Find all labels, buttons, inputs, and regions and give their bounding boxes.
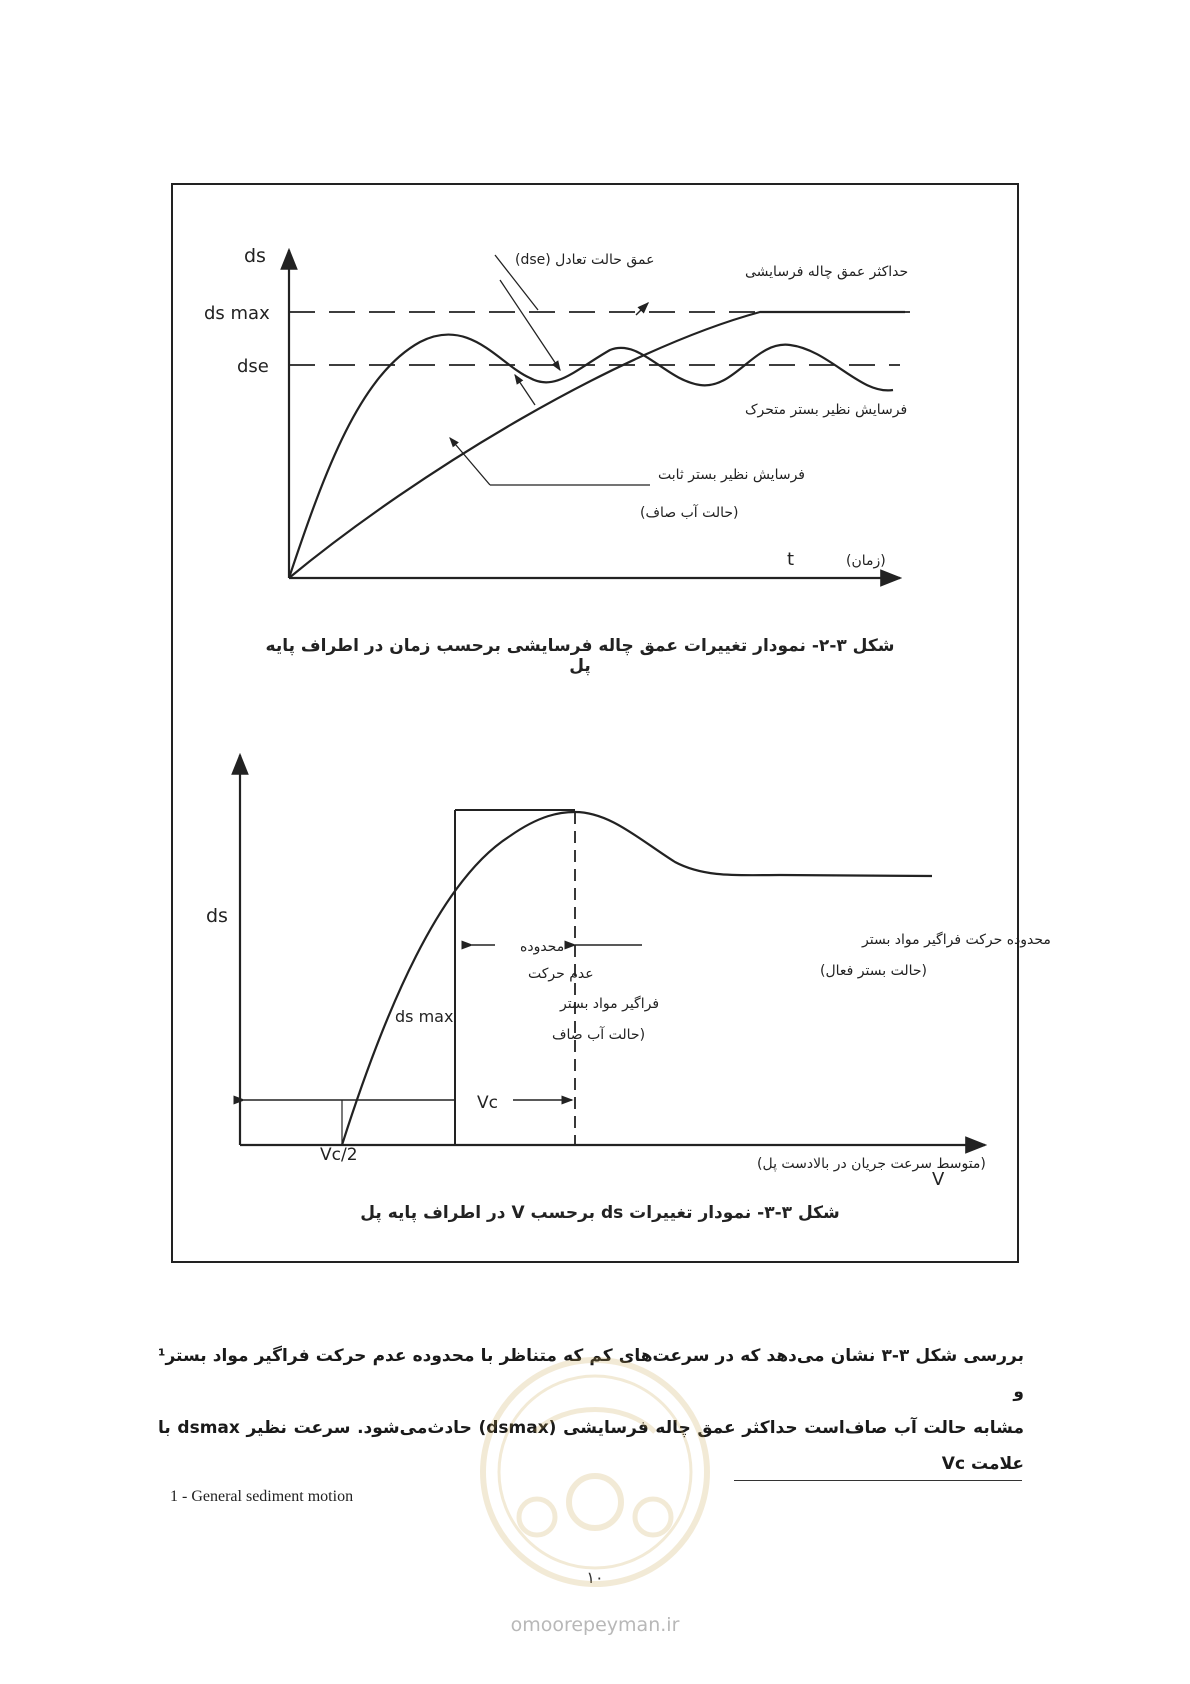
fig2-right-region [820, 931, 1051, 979]
fig2-left-region [520, 939, 659, 1043]
body-line-1: بررسی شکل ۳-۳ نشان می‌دهد که در سرعت‌های کم که متناظر با محدوده عدم حرکت فراگیر مواد بستر¹ و [158, 1346, 1024, 1402]
fig2-right-region-line: محدوده حرکت فراگیر مواد بستر [862, 932, 1051, 948]
fig1-x-note: (زمان) [846, 553, 886, 569]
fig2-y-label: ds [206, 905, 228, 927]
fig1-annotation-clear-water-1: فرسایش نظیر بستر ثابت [658, 467, 805, 483]
figure1-caption: شکل ۳-۲- نمودار تغییرات عمق چاله فرسایشی برحسب زمان در اطراف پایه پل [265, 636, 895, 676]
watermark-text: omoorepeyman.ir [510, 1614, 680, 1636]
watermark-seal-icon [475, 1352, 715, 1592]
fig1-dse-label: dse [237, 356, 269, 377]
fig1-annotation-equilibrium: عمق حالت تعادل (dse) [515, 252, 655, 268]
footnote-divider [734, 1480, 1022, 1481]
footnote: 1 - General sediment motion [170, 1488, 354, 1505]
fig1-x-label: t [787, 549, 795, 570]
fig2-left-region-line: عدم حرکت [528, 966, 594, 982]
body-line-2: مشابه حالت آب صاف‌است حداکثر عمق چاله فرسایشی (dsmax) حادث‌می‌شود. سرعت نظیر dsmax با علامت Vc [158, 1418, 1025, 1474]
fig2-geometry [240, 755, 985, 1145]
figure2-caption: شکل ۳-۳- نمودار تغییرات ds برحسب V در اطراف پایه پل [360, 1203, 840, 1223]
fig1-annotation-max-depth: حداکثر عمق چاله فرسایشی [745, 264, 909, 280]
fig2-x-label: V [932, 1169, 945, 1190]
fig1-dsmax-label: ds max [204, 303, 270, 324]
fig1-annotation-live-bed: فرسایش نظیر بستر متحرک [745, 402, 908, 418]
fig2-dsmax-label: ds max [395, 1007, 454, 1026]
fig1-annotation-clear-water-2: (حالت آب صاف) [640, 505, 739, 521]
fig2-tick-half: Vc/2 [320, 1145, 358, 1165]
fig1-y-label: ds [244, 245, 266, 267]
page-number: ۱۰ [586, 1568, 604, 1587]
fig1-live-bed-curve [289, 335, 893, 578]
fig2-left-region-line: محدوده [520, 939, 565, 955]
fig2-vc-label: Vc [477, 1093, 498, 1113]
fig2-right-region-line: (حالت بستر فعال) [820, 963, 927, 979]
fig2-left-region-line: فراگیر مواد بستر [560, 996, 660, 1012]
fig2-left-region-line: (حالت آب صاف [552, 1027, 646, 1043]
fig2-x-note: (متوسط سرعت جریان در بالادست پل) [757, 1156, 986, 1172]
